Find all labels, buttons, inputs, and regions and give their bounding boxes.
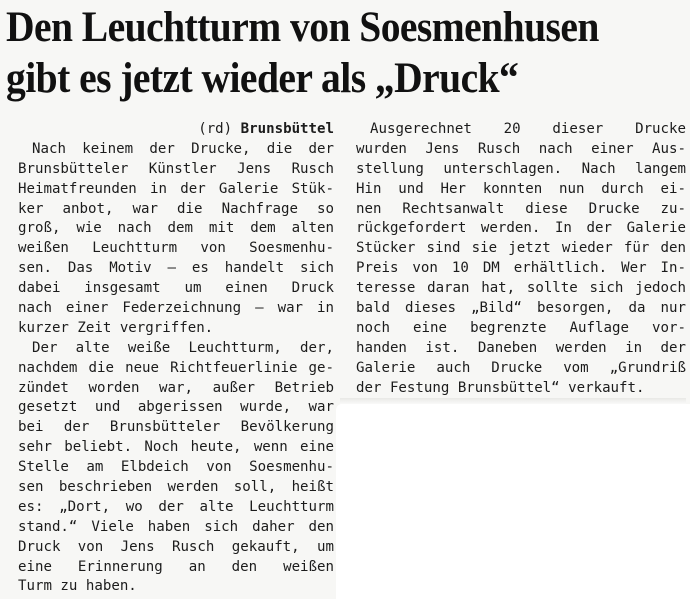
body-line: nachdem die neue Richtfeuerlinie ge- [18,359,334,376]
body-line: Stücker sind sie jetzt wieder für den [356,240,686,257]
body-line: Stelle am Elbdeich von Soesmenhu- [18,459,334,476]
body-line: Der alte weiße Leuchtturm, der, [32,339,334,356]
article-headline [6,2,632,104]
headline-line-2: gibt es jetzt wieder als „Druck“ [6,55,519,102]
body-line: es: „Dort, wo der alte Leuchtturm [18,498,334,515]
body-line: teresse daran hat, sollte sich jedoch [356,280,686,297]
body-line: sen. Das Motiv — es handelt sich [18,260,334,277]
body-line: ker anbot, war die Nachfrage so [18,200,334,217]
headline-line-1: Den Leuchtturm von Soesmenhusen [6,4,599,51]
body-line: dabei insgesamt um einen Druck [18,280,334,297]
dateline-prefix: (rd) [198,121,233,137]
body-line: Galerie auch Drucke vom „Grundriß [356,359,686,376]
blank-area [336,404,690,599]
body-line: Preis von 10 DM erhältlich. Wer In- [356,260,686,277]
dateline-place: Brunsbüttel [240,121,334,137]
body-line: noch eine begrenzte Auflage vor- [356,319,686,336]
body-line: Nach keinem der Drucke, die der [32,140,334,157]
body-line: der Festung Brunsbüttel“ verkauft. [356,379,645,396]
body-line: stand.“ Viele haben sich daher den [18,518,334,535]
body-line: eine Erinnerung an den weißen [18,558,334,575]
body-line: Ausgerechnet 20 dieser Drucke [370,121,686,137]
body-line: Heimatfreunden in der Galerie Stük- [18,180,334,197]
body-line: Turm zu haben. [18,578,137,595]
body-line: sehr beliebt. Noch heute, wenn eine [18,439,334,456]
body-line: nach einer Federzeichnung — war in [18,300,334,317]
body-line: Brunsbütteler Künstler Jens Rusch [18,160,334,177]
body-line: nen Rechtsanwalt diese Drucke zu- [356,200,686,217]
body-line: rückgefordert werden. In der Galerie [356,220,686,237]
body-line: weißen Leuchtturm von Soesmenhu- [18,240,334,257]
body-line: sen beschrieben werden soll, heißt [18,479,334,496]
body-line: Druck von Jens Rusch gekauft, um [18,538,334,555]
body-line: bald dieses „Bild“ besorgen, da nur [356,300,686,317]
article-column-left [18,120,334,597]
article-column-right [356,120,686,398]
body-line: bei der Brunsbütteler Bevölkerung [18,419,334,436]
body-line: Hin und Her konnten nun durch ei- [356,180,686,197]
body-line: kurzer Zeit vergriffen. [18,319,214,336]
body-line: zündet worden war, außer Betrieb [18,379,334,396]
body-line: groß, wie nach dem mit dem alten [18,220,334,237]
dateline [18,120,334,140]
body-line: handen ist. Daneben werden in der [356,339,686,356]
body-line: gesetzt und abgerissen wurde, war [18,399,334,416]
body-line: stellung unterschlagen. Nach langem [356,160,686,177]
body-line: wurden Jens Rusch nach einer Aus- [356,140,686,157]
